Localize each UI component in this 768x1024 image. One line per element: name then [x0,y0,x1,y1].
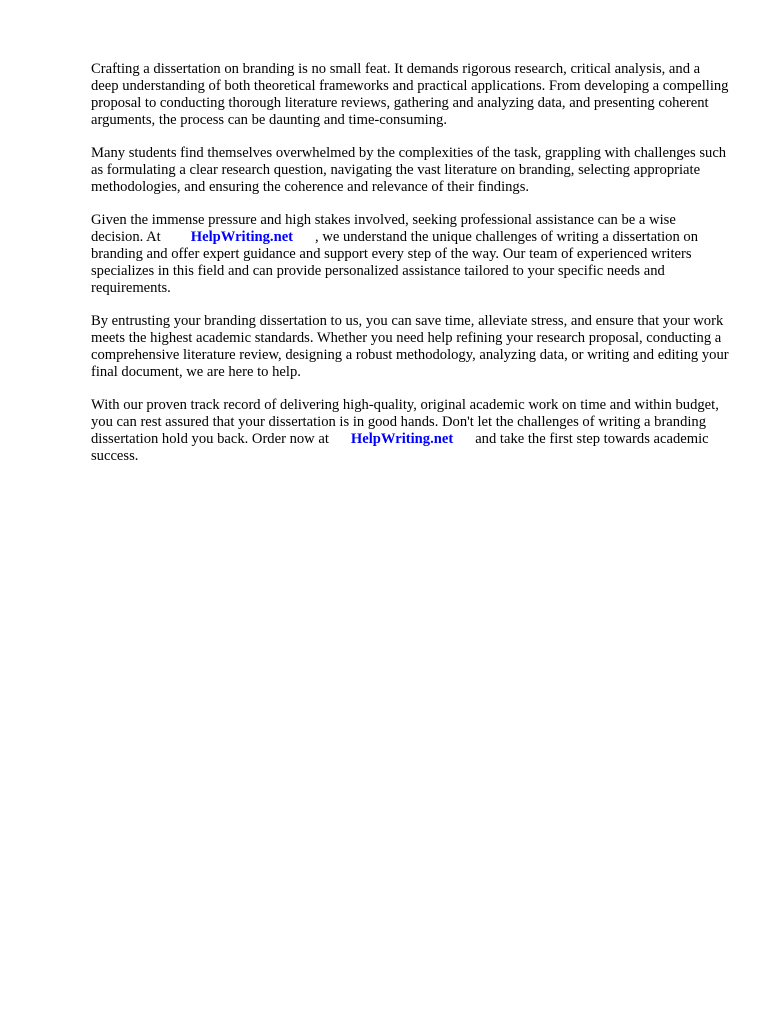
document-body [91,61,731,481]
paragraph-assistance-text-after: , we understand the unique challenges of writing a dissertation on branding and offer expert guidance and support every step of the way. Our team of experienced writers specializes in this field and can provide personalized assistance tailored to your specific needs and requirements. [91,229,699,296]
paragraph-benefits: By entrusting your branding dissertation to us, you can save time, alleviate stress, and ensure that your work meets the highest academic standards. Whether you need help refining your research proposal, conducting a comprehensive literature review, designing a robust methodology, analyzing data, or writing and editing your final document, we are here to help. [91,313,729,380]
paragraph-closing [91,397,731,465]
paragraph-closing-text-before: With our proven track record of delivering high-quality, original academic work on time and within budget, you can rest assured that your dissertation is in good hands. Don't let the challenges of writing a branding dissertation hold you back. Order now at [91,397,719,447]
paragraph-closing-text-after: and take the first step towards academic success. [91,431,709,464]
paragraph-assistance-text-before: Given the immense pressure and high stakes involved, seeking professional assistance can be a wise decision. At [91,212,676,245]
paragraph-intro: Crafting a dissertation on branding is no small feat. It demands rigorous research, critical analysis, and a deep understanding of both theoretical frameworks and practical applications. From developing a compelling proposal to conducting thorough literature reviews, gathering and analyzing data, and presenting coherent arguments, the process can be daunting and time-consuming. [91,61,729,128]
paragraph-challenges: Many students find themselves overwhelmed by the complexities of the task, grappling with challenges such as formulating a clear research question, navigating the vast literature on branding, selecting appropriate methodologies, and ensuring the coherence and relevance of their findings. [91,145,727,195]
helpwriting-link[interactable]: HelpWriting.net [190,229,294,245]
paragraph-assistance [91,212,731,297]
helpwriting-link[interactable]: HelpWriting.net [350,431,454,447]
